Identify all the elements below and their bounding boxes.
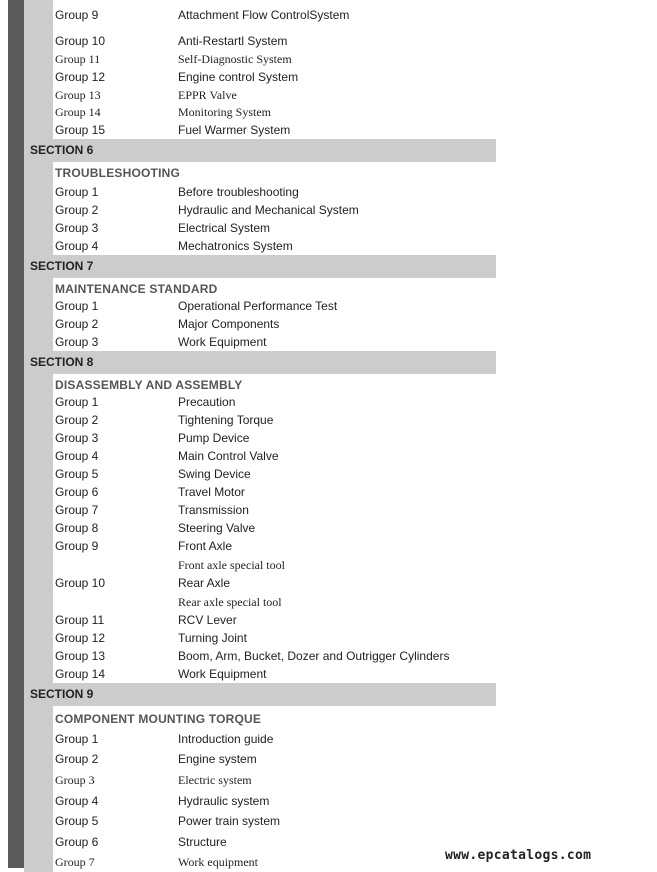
group-title: Monitoring System <box>178 105 272 119</box>
group-title: Front axle special tool <box>178 558 285 572</box>
section-header-bar: SECTION 9 <box>24 683 496 706</box>
group-number: Group 3 <box>55 335 99 349</box>
group-number: Group 2 <box>55 413 99 427</box>
group-title: Major Components <box>178 317 280 331</box>
group-title: Mechatronics System <box>178 239 293 253</box>
toc-row <box>53 411 496 429</box>
group-title: Electric system <box>178 773 252 787</box>
group-title: Steering Valve <box>178 521 256 535</box>
group-number: Group 13 <box>55 649 106 663</box>
group-title: Main Control Valve <box>178 449 279 463</box>
group-title: Front Axle <box>178 539 233 553</box>
toc-row <box>53 50 496 68</box>
indent-bar <box>24 162 53 255</box>
group-title: Structure <box>178 835 227 849</box>
toc-row <box>53 592 496 611</box>
group-number: Group 11 <box>55 613 105 627</box>
section-group-list <box>24 374 496 683</box>
group-title: Precaution <box>178 395 236 409</box>
group-number: Group 13 <box>55 88 101 102</box>
group-title: Operational Performance Test <box>178 299 338 313</box>
group-title: Rear axle special tool <box>178 595 282 609</box>
group-number: Group 4 <box>55 449 99 463</box>
group-number: Group 2 <box>55 317 99 331</box>
group-number: Group 14 <box>55 667 106 681</box>
group-number: Group 1 <box>55 732 99 746</box>
toc-row <box>53 429 496 447</box>
group-title: Engine system <box>178 752 257 766</box>
group-number: Group 1 <box>55 185 99 199</box>
toc-row <box>53 0 496 32</box>
group-title: Tightening Torque <box>178 413 274 427</box>
group-number: Group 1 <box>55 395 99 409</box>
toc-row <box>53 182 496 201</box>
toc-row <box>53 121 496 139</box>
section-heading-row <box>53 162 496 182</box>
group-number: Group 15 <box>55 123 106 137</box>
group-number: Group 10 <box>55 34 106 48</box>
section-header-bar: SECTION 8 <box>24 351 496 374</box>
section-heading: TROUBLESHOOTING <box>55 166 180 180</box>
group-number: Group 2 <box>55 203 99 217</box>
toc-row <box>53 611 496 629</box>
indent-bar <box>24 706 53 872</box>
toc-row <box>53 483 496 501</box>
indent-bar <box>24 0 53 139</box>
group-title: Attachment Flow ControlSystem <box>178 8 350 22</box>
toc-row <box>53 537 496 555</box>
toc-row <box>53 647 496 665</box>
group-title: Self-Diagnostic System <box>178 52 292 66</box>
group-number: Group 5 <box>55 467 99 481</box>
toc-row <box>53 68 496 86</box>
toc-row <box>53 219 496 237</box>
toc-row <box>53 852 496 872</box>
group-title: Fuel Warmer System <box>178 123 291 137</box>
toc-row <box>53 201 496 219</box>
group-title: Rear Axle <box>178 576 231 590</box>
group-title: Engine control System <box>178 70 299 84</box>
group-title: Work equipment <box>178 855 259 869</box>
group-title: RCV Lever <box>178 613 237 627</box>
group-number: Group 11 <box>55 52 101 66</box>
group-title: Power train system <box>178 814 281 828</box>
toc-row <box>53 555 496 574</box>
toc-row <box>53 297 496 315</box>
toc-row <box>53 811 496 831</box>
toc-row <box>53 103 496 121</box>
toc-row <box>53 729 496 749</box>
website-watermark: www.epcatalogs.com <box>445 848 592 863</box>
section-group-list <box>24 162 496 255</box>
group-number: Group 1 <box>55 299 99 313</box>
group-title: Travel Motor <box>178 485 245 499</box>
group-number: Group 3 <box>55 431 99 445</box>
indent-bar <box>24 374 53 683</box>
group-title: Work Equipment <box>178 667 267 681</box>
section-heading: COMPONENT MOUNTING TORQUE <box>55 712 262 726</box>
group-number: Group 9 <box>55 8 99 22</box>
group-title: Boom, Arm, Bucket, Dozer and Outrigger Cylinders <box>178 649 450 663</box>
indent-bar <box>24 278 53 351</box>
toc-row <box>53 393 496 411</box>
section-heading-row <box>53 278 496 297</box>
toc-row <box>53 629 496 647</box>
section-heading: DISASSEMBLY AND ASSEMBLY <box>55 378 243 392</box>
group-title: Turning Joint <box>178 631 247 645</box>
group-title: Swing Device <box>178 467 251 481</box>
section-5-group-list <box>24 0 496 139</box>
section-header-bar: SECTION 7 <box>24 255 496 278</box>
page-left-bar <box>8 0 24 868</box>
toc-row <box>53 749 496 769</box>
section-group-list <box>24 706 496 872</box>
group-title: Hydraulic and Mechanical System <box>178 203 359 217</box>
group-title: Work Equipment <box>178 335 267 349</box>
group-number: Group 12 <box>55 70 106 84</box>
group-number: Group 3 <box>55 221 99 235</box>
section-group-list <box>24 278 496 351</box>
toc-row <box>53 32 496 50</box>
toc-row <box>53 315 496 333</box>
toc-row <box>53 769 496 791</box>
toc-row <box>53 574 496 592</box>
group-title: Introduction guide <box>178 732 274 746</box>
group-title: Before troubleshooting <box>178 185 299 199</box>
group-number: Group 6 <box>55 485 99 499</box>
group-title: Pump Device <box>178 431 250 445</box>
group-number: Group 10 <box>55 576 106 590</box>
group-number: Group 3 <box>55 773 95 787</box>
group-number: Group 7 <box>55 503 99 517</box>
group-number: Group 9 <box>55 539 99 553</box>
section-heading-row <box>53 374 496 393</box>
group-title: Electrical System <box>178 221 271 235</box>
toc-row <box>53 447 496 465</box>
group-title: Hydraulic system <box>178 794 270 808</box>
toc-row <box>53 831 496 852</box>
group-title: Anti-Restartl System <box>178 34 288 48</box>
group-number: Group 5 <box>55 814 99 828</box>
toc-row <box>53 665 496 683</box>
group-number: Group 2 <box>55 752 99 766</box>
group-number: Group 6 <box>55 835 99 849</box>
group-number: Group 7 <box>55 855 95 869</box>
group-number: Group 4 <box>55 794 99 808</box>
table-of-contents <box>24 0 496 872</box>
toc-row <box>53 237 496 255</box>
toc-row <box>53 501 496 519</box>
toc-row <box>53 333 496 351</box>
section-heading-row <box>53 706 496 729</box>
section-header-bar: SECTION 6 <box>24 139 496 162</box>
group-number: Group 12 <box>55 631 106 645</box>
group-number: Group 14 <box>55 105 101 119</box>
toc-row <box>53 519 496 537</box>
group-number: Group 4 <box>55 239 99 253</box>
group-title: Transmission <box>178 503 249 517</box>
group-number: Group 8 <box>55 521 99 535</box>
toc-row <box>53 791 496 811</box>
group-title: EPPR Valve <box>178 88 237 102</box>
section-heading: MAINTENANCE STANDARD <box>55 282 218 296</box>
toc-row <box>53 86 496 103</box>
toc-row <box>53 465 496 483</box>
